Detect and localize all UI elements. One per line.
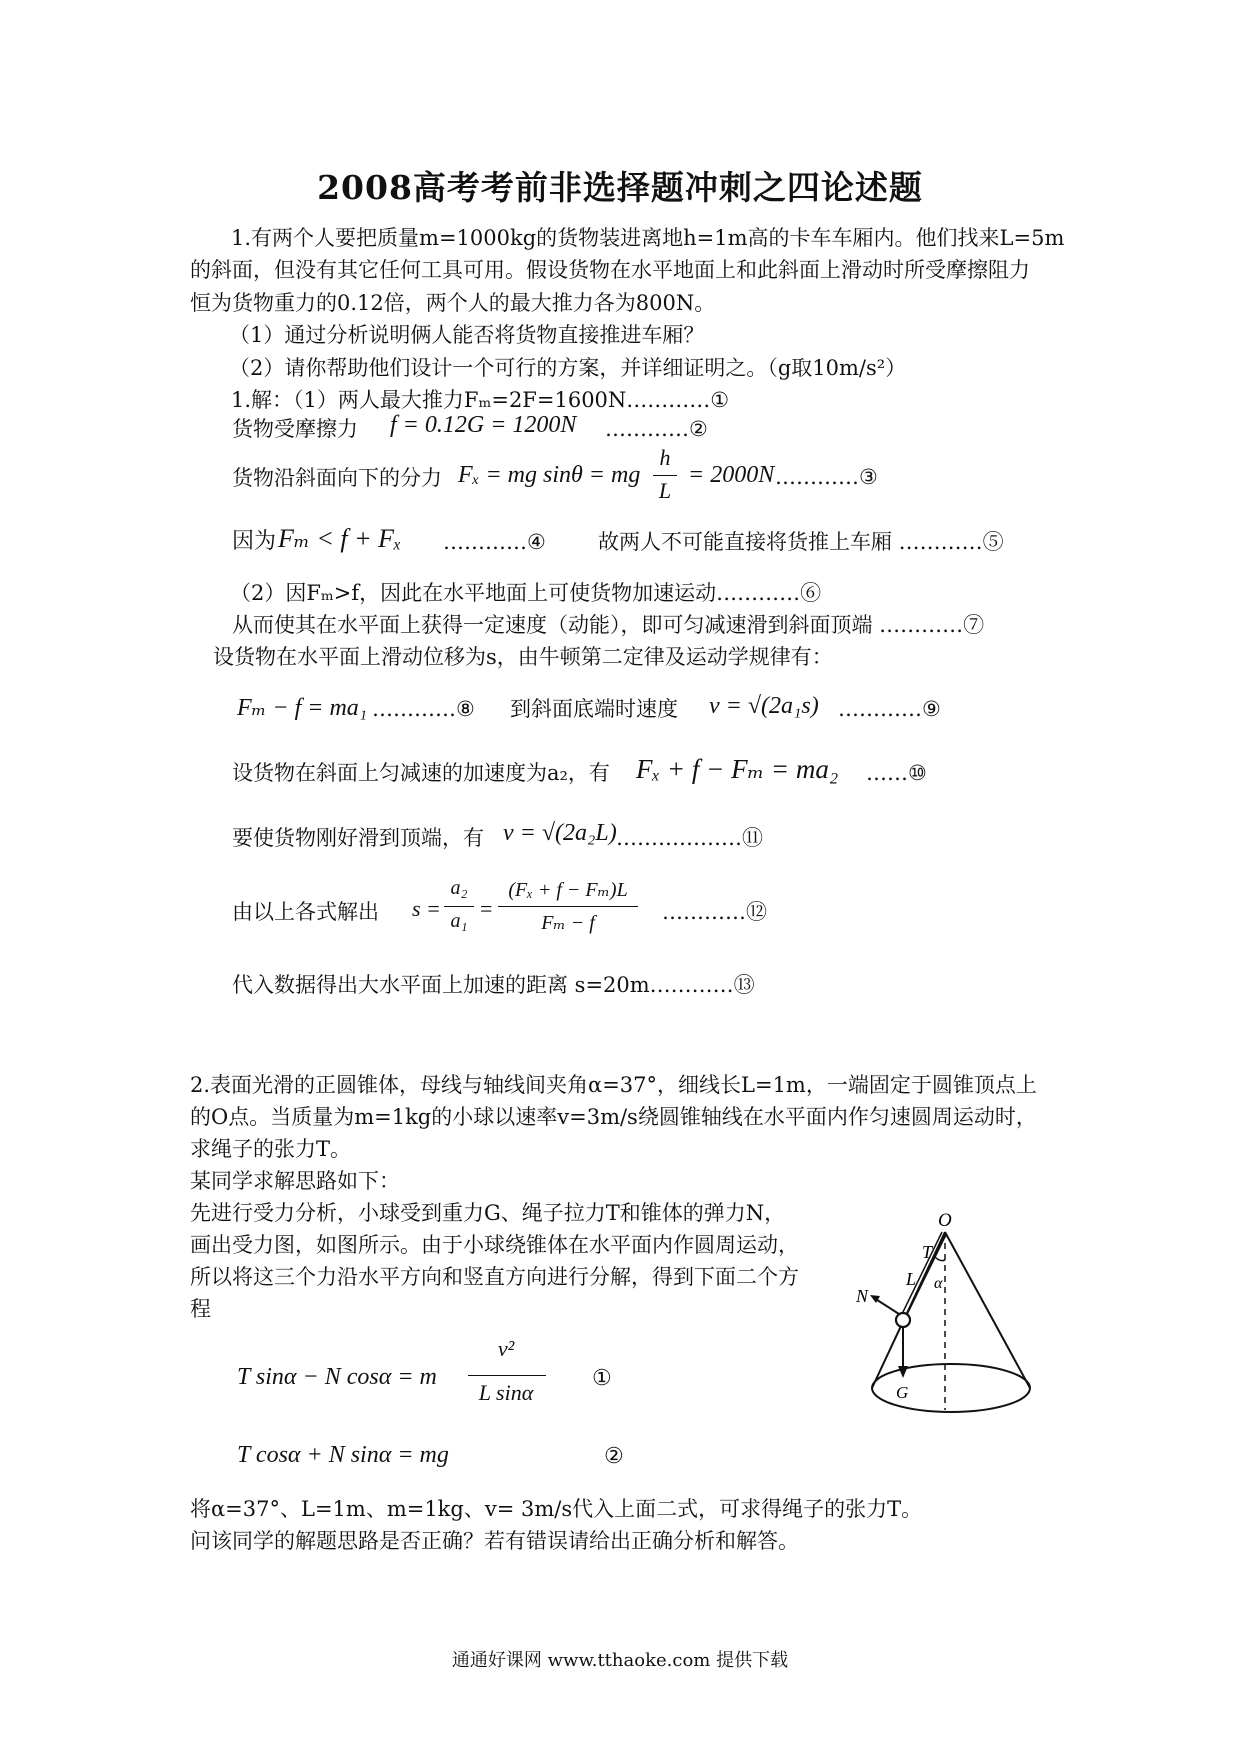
q1-sub-question-2: （2）请你帮助他们设计一个可行的方案，并详细证明之。（g取10m/s²） bbox=[229, 356, 907, 380]
equation-mark: …………⑨ bbox=[838, 697, 941, 721]
because-equation: Fₘ < f + Fₓ bbox=[278, 524, 402, 553]
fraction-bar bbox=[444, 906, 474, 907]
q2-stem-line: 2.表面光滑的正圆锥体，母线与轴线间夹角α=37°，细线长L=1m，一端固定于圆锥顶点上 bbox=[190, 1073, 1037, 1097]
equation-12-label: 由以上各式解出 bbox=[232, 900, 379, 924]
component-label: 货物沿斜面向下的分力 bbox=[232, 466, 442, 490]
q2-equation-1-left: T sinα − N cosα = m bbox=[237, 1364, 437, 1390]
velocity-label: 到斜面底端时速度 bbox=[510, 697, 678, 721]
component-equation-left: Fₓ = mg sinθ = mg bbox=[458, 462, 641, 488]
equation-10-label: 设货物在斜面上匀减速的加速度为a₂，有 bbox=[232, 761, 610, 785]
part2-line: 设货物在水平面上滑动位移为s，由牛顿第二定律及运动学规律有： bbox=[213, 645, 833, 669]
q1-sub-question-1: （1）通过分析说明俩人能否将货物直接推进车厢？ bbox=[229, 323, 705, 347]
equation-11: v = √(2a₂L) bbox=[503, 820, 617, 846]
label-t: T bbox=[922, 1242, 933, 1262]
equals-sign: = bbox=[480, 896, 493, 921]
label-g: G bbox=[896, 1383, 909, 1402]
fraction-denominator: Fₘ − f bbox=[541, 912, 595, 934]
fraction-numerator: (Fₓ + f − Fₘ)L bbox=[508, 879, 628, 901]
q2-substitution: 将α=37°、L=1m、m=1kg、v= 3m/s代入上面二式，可求得绳子的张力T。 bbox=[190, 1497, 923, 1521]
q2-analysis-line: 程 bbox=[190, 1297, 211, 1321]
fraction-bar bbox=[653, 475, 677, 476]
fraction-numerator: v² bbox=[497, 1336, 515, 1361]
q2-question: 问该同学的解题思路是否正确？若有错误请给出正确分析和解答。 bbox=[190, 1529, 799, 1553]
q2-stem-line: 的O点。当质量为m=1kg的小球以速率v=3m/s绕圆锥轴线在水平面内作匀速圆周运动时， bbox=[190, 1105, 1037, 1129]
label-alpha: α bbox=[934, 1275, 943, 1292]
ball bbox=[896, 1313, 910, 1327]
q1-stem-line: 的斜面，但没有其它任何工具可用。假设货物在水平地面上和此斜面上滑动时所受摩擦阻力 bbox=[190, 258, 1030, 282]
fraction-denominator: L bbox=[658, 478, 672, 503]
q1-stem-line: 恒为货物重力的0.12倍，两个人的最大推力各为800N。 bbox=[190, 291, 716, 315]
equation-13: 代入数据得出大水平面上加速的距离 s=20m…………⑬ bbox=[232, 973, 755, 997]
normal-force-arrow bbox=[874, 1298, 899, 1314]
equation-8: Fₘ − f = ma₁ bbox=[237, 695, 368, 721]
fraction-denominator: a₁ bbox=[450, 910, 468, 932]
q1-solution-line: 1.解：（1）两人最大推力Fₘ=2F=1600N…………① bbox=[231, 388, 730, 412]
equation-mark: …………③ bbox=[775, 465, 878, 489]
part2-line: （2）因Fₘ>f，因此在水平地面上可使货物加速运动…………⑥ bbox=[230, 581, 822, 605]
page-footer: 通通好课网 www.tthaoke.com 提供下载 bbox=[451, 1650, 789, 1671]
q2-approach: 某同学求解思路如下： bbox=[190, 1169, 400, 1193]
conclusion-text: 故两人不可能直接将货推上车厢 …………⑤ bbox=[598, 530, 1004, 554]
q2-analysis-line: 所以将这三个力沿水平方向和竖直方向进行分解，得到下面二个方 bbox=[190, 1265, 799, 1289]
equation-10: Fₓ + f − Fₘ = ma₂ bbox=[636, 754, 839, 784]
page-title: 2008高考考前非选择题冲刺之四论述题 bbox=[317, 168, 923, 207]
q2-stem-line: 求绳子的张力T。 bbox=[190, 1137, 352, 1161]
equation-mark: …………④ bbox=[443, 530, 546, 554]
q1-stem-line: 1.有两个人要把质量m=1000kg的货物装进离地h=1m高的卡车车厢内。他们找来L=5m bbox=[231, 226, 1065, 250]
fraction-numerator: h bbox=[659, 445, 671, 470]
equation-mark: ① bbox=[592, 1366, 612, 1391]
component-equation-right: = 2000N bbox=[688, 462, 775, 488]
part2-line: 从而使其在水平面上获得一定速度（动能），即可匀减速滑到斜面顶端 …………⑦ bbox=[232, 613, 985, 637]
alpha-arc bbox=[935, 1257, 945, 1261]
equation-12-s: s = bbox=[412, 896, 441, 921]
equation-mark: ………………⑪ bbox=[616, 826, 763, 850]
q2-analysis-line: 画出受力图，如图所示。由于小球绕锥体在水平面内作圆周运动， bbox=[190, 1233, 799, 1257]
equation-mark: ……⑩ bbox=[866, 761, 927, 785]
equation-11-label: 要使货物刚好滑到顶端，有 bbox=[232, 826, 484, 850]
equation-mark: …………② bbox=[605, 417, 708, 441]
q2-analysis-line: 先进行受力分析，小球受到重力G、绳子拉力T和锥体的弹力N， bbox=[190, 1201, 786, 1225]
gravity-arrowhead bbox=[898, 1366, 908, 1378]
cone-force-diagram bbox=[850, 1210, 1060, 1430]
fraction-bar bbox=[498, 906, 638, 907]
label-o: O bbox=[938, 1210, 952, 1231]
fraction-numerator: a₂ bbox=[450, 877, 468, 899]
equation-9: v = √(2a₁s) bbox=[709, 693, 819, 719]
q2-equation-2: T cosα + N sinα = mg bbox=[237, 1442, 449, 1468]
because-label: 因为 bbox=[232, 529, 277, 554]
equation-mark: ② bbox=[604, 1444, 624, 1469]
fraction-bar bbox=[468, 1375, 546, 1376]
label-l: L bbox=[906, 1269, 917, 1289]
equation-mark: …………⑫ bbox=[662, 900, 767, 924]
equation-mark: …………⑧ bbox=[372, 697, 475, 721]
friction-equation: f = 0.12G = 1200N bbox=[390, 412, 577, 438]
label-n: N bbox=[856, 1286, 869, 1306]
friction-label: 货物受摩擦力 bbox=[232, 417, 358, 441]
fraction-denominator: L sinα bbox=[478, 1380, 534, 1405]
